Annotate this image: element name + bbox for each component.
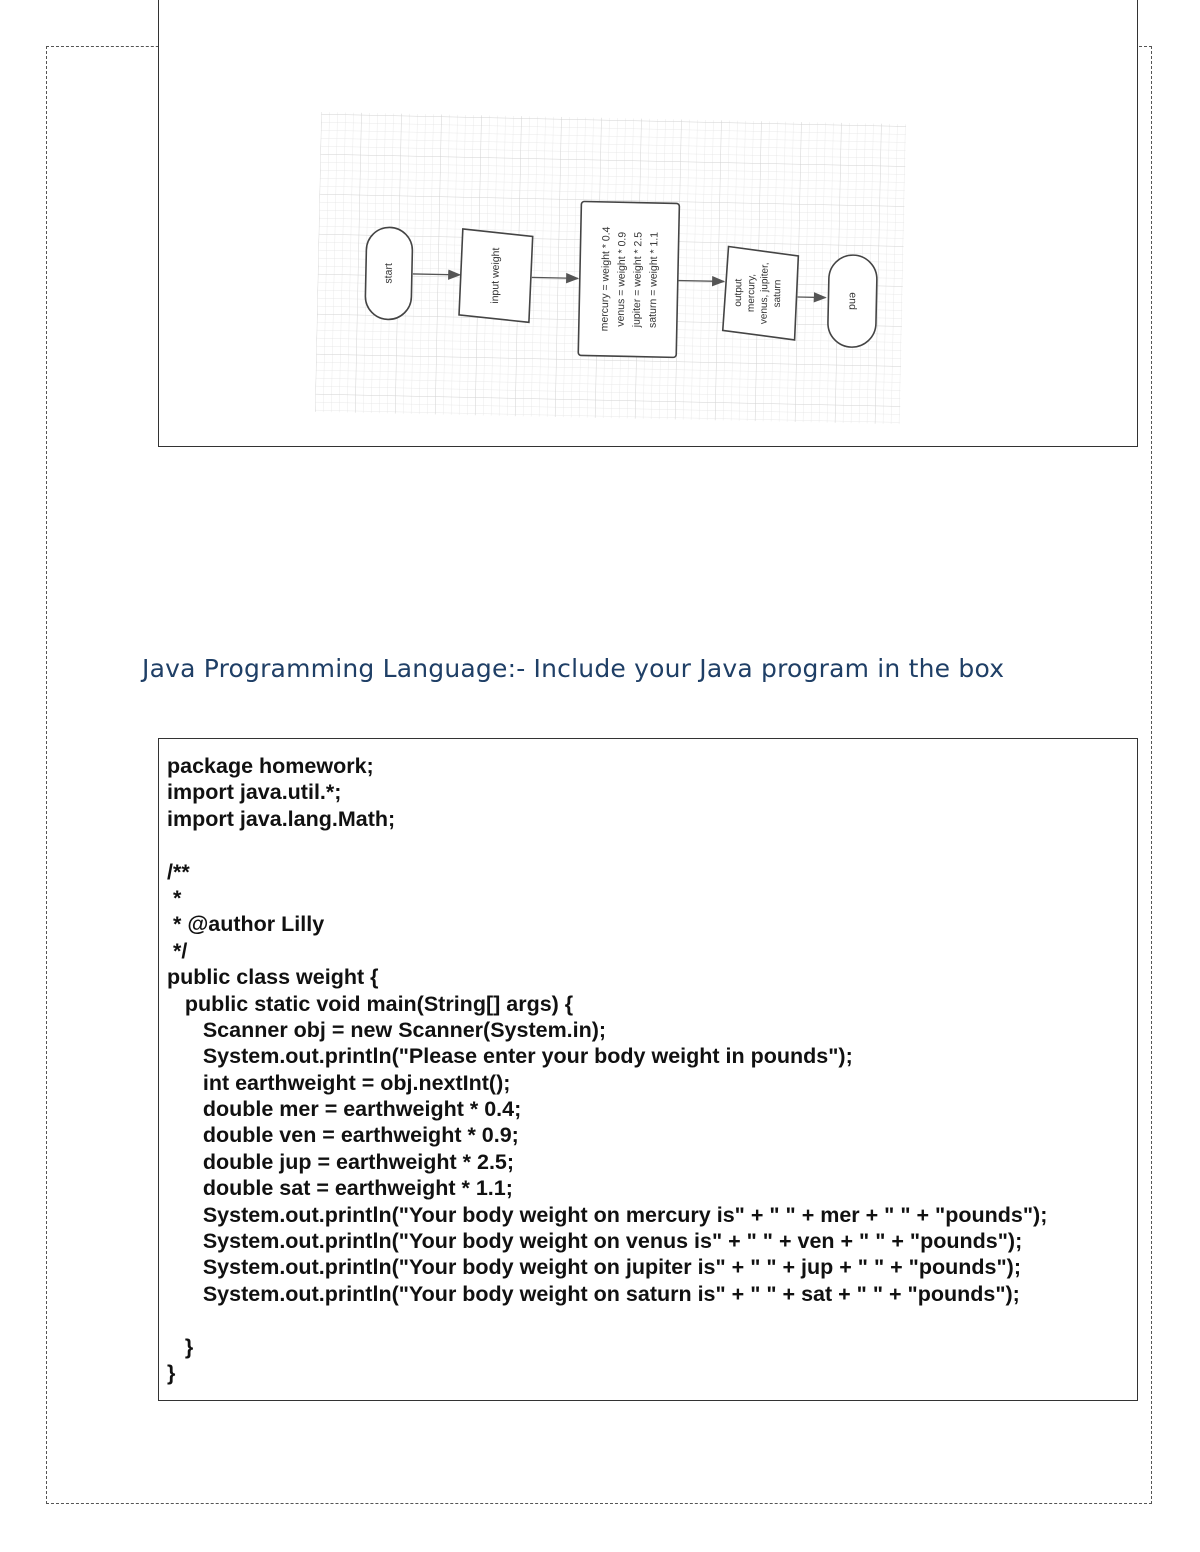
code-line: /** [167,859,190,884]
code-line: System.out.println("Your body weight on saturn is" + " " + sat + " " + "pounds"); [167,1281,1020,1306]
process-line-mercury: mercury = weight * 0.4 [598,226,613,332]
code-line: System.out.println("Your body weight on venus is" + " " + ven + " " + "pounds"); [167,1229,1023,1254]
code-line: } [167,1334,194,1359]
code-line: Scanner obj = new Scanner(System.in); [167,1017,607,1042]
input-label: input weight [489,247,503,304]
code-line: double ven = earthweight * 0.9; [167,1123,519,1148]
output-line-4: saturn [771,279,784,308]
code-box [158,738,1138,1401]
flowchart-diagram [158,0,1138,449]
code-line: System.out.println("Please enter your body weight in pounds"); [167,1044,853,1069]
process-node [578,201,679,357]
code-line: import java.lang.Math; [167,806,396,831]
code-line [167,1307,1047,1333]
process-line-saturn: saturn = weight * 1.1 [646,231,661,329]
code-line: */ [167,938,188,963]
arrow-output-end [797,297,825,298]
java-code [167,753,1047,1386]
output-line-1: output [732,278,745,307]
code-line: double mer = earthweight * 0.4; [167,1097,522,1122]
section-heading: Java Programming Language:- Include your Java program in the box [142,654,1005,683]
code-line: int earthweight = obj.nextInt(); [167,1070,511,1095]
start-label: start [382,263,395,284]
code-line: import java.util.*; [167,780,342,805]
code-line: System.out.println("Your body weight on mercury is" + " " + mer + " " + "pounds"); [167,1202,1048,1227]
code-line: double sat = earthweight * 1.1; [167,1176,513,1201]
output-line-3: venus, jupiter, [758,262,771,325]
code-line: double jup = earthweight * 2.5; [167,1149,515,1174]
end-label: end [846,292,859,311]
code-line: * [167,885,182,910]
code-line: public class weight { [167,965,379,990]
process-line-venus: venus = weight * 0.9 [614,231,629,327]
output-line-2: mercury, [745,273,758,313]
code-line [167,832,1047,858]
process-line-jupiter: jupiter = weight * 2.5 [630,231,645,328]
code-line: * @author Lilly [167,912,325,937]
code-line: System.out.println("Your body weight on jupiter is" + " " + jup + " " + "pounds"); [167,1255,1021,1280]
code-line: package homework; [167,754,374,778]
code-line: } [167,1360,176,1385]
code-line: public static void main(String[] args) { [167,991,574,1016]
